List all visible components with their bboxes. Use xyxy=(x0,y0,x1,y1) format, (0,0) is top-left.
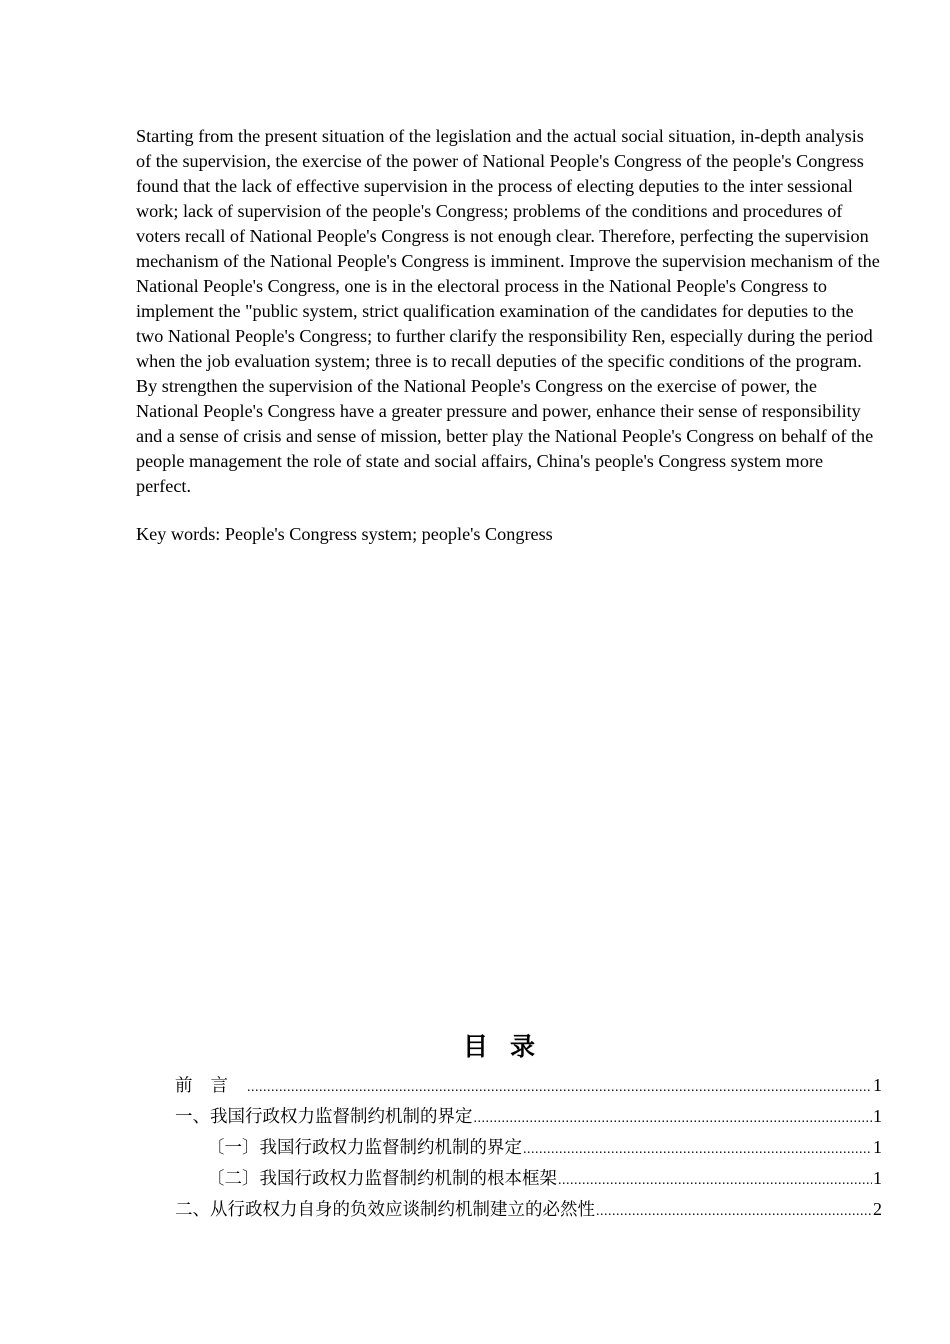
toc-entry-page: 1 xyxy=(873,1106,882,1126)
keywords-line: Key words: People's Congress system; people's Congress xyxy=(136,524,553,544)
toc-entry-label: 一、我国行政权力监督制约机制的界定 xyxy=(175,1107,473,1127)
toc-leader-dots xyxy=(523,1134,872,1165)
toc-entry-section-2[interactable] xyxy=(175,1194,882,1225)
toc-entry-section-1[interactable] xyxy=(175,1101,882,1132)
toc-leader-dots xyxy=(596,1196,872,1227)
toc-entry-label: 前言 xyxy=(175,1076,246,1096)
toc-title: 目录 xyxy=(462,1032,557,1061)
toc-entry-page: 1 xyxy=(873,1075,882,1095)
toc-entry-label: 〔一〕我国行政权力监督制约机制的界定 xyxy=(207,1138,522,1158)
toc-entry-page: 2 xyxy=(873,1199,882,1219)
toc-entry-label: 〔二〕我国行政权力监督制约机制的根本框架 xyxy=(207,1169,557,1189)
toc-leader-dots xyxy=(474,1103,873,1134)
toc-entry-page: 1 xyxy=(873,1168,882,1188)
toc-entry-section-1-2[interactable] xyxy=(175,1163,882,1194)
toc-entry-preface[interactable] xyxy=(175,1070,882,1101)
toc-leader-dots xyxy=(247,1072,872,1103)
toc-entry-label: 二、从行政权力自身的负效应谈制约机制建立的必然性 xyxy=(175,1200,595,1220)
abstract-paragraph: Starting from the present situation of the legislation and the actual social situation, in-depth analysis of the supervision, the exercise of the power of National People's Congress of the people's Congress found that the lack of effective supervision in the process of electing deputies to the inter sessional work; lack of supervision of the people's Congress; problems of the conditions and procedures of voters recall of National People's Congress is not enough clear. Therefore, perfecting the supervision mechanism of the National People's Congress is imminent. Improve the supervision mechanism of the National People's Congress, one is in the electoral process in the National People's Congress to implement the "public system, strict qualification examination of the candidates for deputies to the two National People's Congress; to further clarify the responsibility Ren, especially during the period when the job evaluation system; three is to recall deputies of the specific conditions of the program. By strengthen the supervision of the National People's Congress on the exercise of power, the National People's Congress have a greater pressure and power, enhance their sense of responsibility and a sense of crisis and sense of mission, better play the National People's Congress on behalf of the people management the role of state and social affairs, China's people's Congress system more perfect. xyxy=(136,126,880,496)
table-of-contents xyxy=(175,1070,882,1225)
toc-leader-dots xyxy=(558,1165,872,1196)
toc-entry-page: 1 xyxy=(873,1137,882,1157)
toc-entry-section-1-1[interactable] xyxy=(175,1132,882,1163)
